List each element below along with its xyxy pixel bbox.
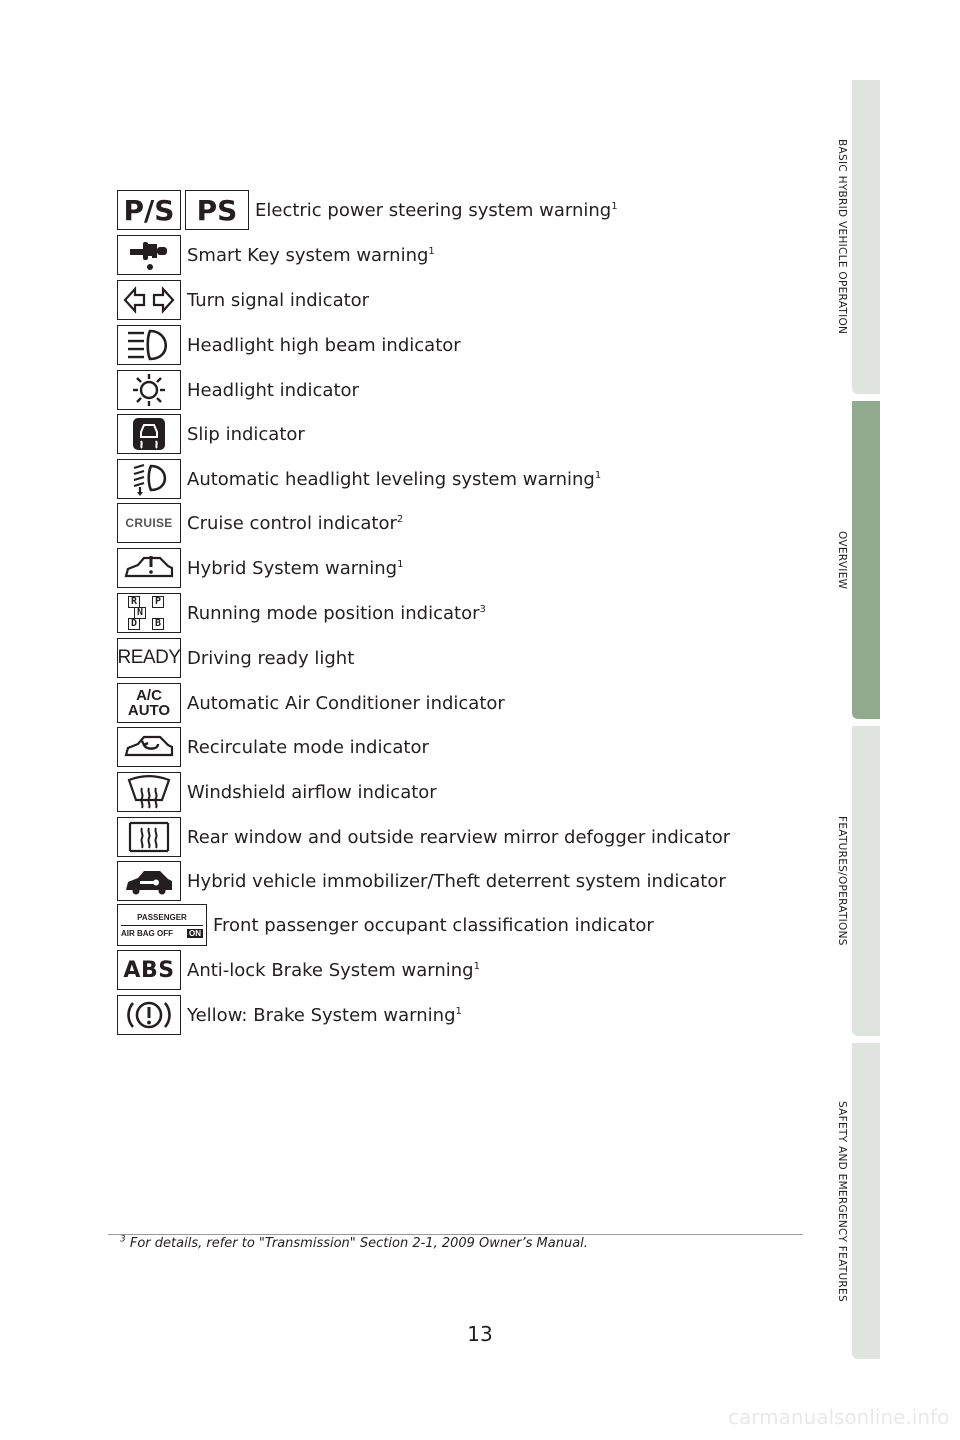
watermark: carmanualsonline.info [728,1405,950,1429]
indicator-label: Recirculate mode indicator [187,736,429,758]
footnote-divider [108,1234,803,1235]
indicator-label: Driving ready light [187,647,355,669]
power-steering-icon: P/S [117,190,181,230]
tab-label-overview: OVERVIEW [836,530,848,590]
indicator-row [117,817,730,857]
indicator-label: Headlight indicator [187,379,359,401]
indicator-row [117,280,369,320]
indicator-row [117,459,601,499]
indicator-row [117,414,305,454]
indicator-row [117,638,354,678]
indicator-row [117,904,654,946]
indicator-label: Smart Key system warning$^1$ [187,244,435,266]
indicator-label: Windshield airflow indicator [187,781,437,803]
ready-icon: READY [117,638,181,678]
indicator-row [117,503,403,543]
indicator-row [117,950,480,990]
indicator-label: Anti-lock Brake System warning$^1$ [187,959,480,981]
indicator-label: Automatic Air Conditioner indicator [187,692,505,714]
headlight-icon [117,370,181,410]
slip-icon [117,414,181,454]
indicator-label: Headlight high beam indicator [187,334,461,356]
turn-signal-icon [117,280,181,320]
rear-defogger-icon [117,817,181,857]
indicator-row [117,235,435,275]
headlight-leveling-icon [117,459,181,499]
tab-label-basic: BASIC HYBRID VEHICLE OPERATION [836,139,848,335]
tab-label-features: FEATURES/OPERATIONS [836,816,848,946]
indicator-row [117,727,429,767]
indicator-row [117,190,618,230]
indicator-row [117,683,505,723]
high-beam-icon [117,325,181,365]
indicator-label: Automatic headlight leveling system warning$^1$ [187,468,602,490]
indicator-label: Electric power steering system warning$^1$ [255,199,618,221]
indicator-label: Slip indicator [187,423,305,445]
windshield-airflow-icon [117,772,181,812]
power-steering-alt-icon: PS [185,190,249,230]
cruise-icon: CRUISE [117,503,181,543]
hybrid-system-icon [117,548,181,588]
indicator-row [117,593,486,633]
indicator-row [117,325,461,365]
ac-auto-icon: A/C AUTO [117,683,181,723]
indicator-row [117,548,403,588]
brake-warning-icon [117,995,181,1035]
indicator-row [117,772,437,812]
indicator-row [117,370,359,410]
footnote: $^3$ For details, refer to "Transmission" Section 2-1, 2009 Owner’s Manual. [120,1234,588,1251]
indicator-label: Hybrid vehicle immobilizer/Theft deterrent system indicator [187,870,726,892]
indicator-label: Yellow: Brake System warning$^1$ [187,1004,462,1026]
smart-key-icon [117,235,181,275]
passenger-airbag-icon: PASSENGER AIR BAG OFF ON [117,904,207,946]
indicator-label: Running mode position indicator$^3$ [187,602,486,624]
tab-label-safety: SAFETY AND EMERGENCY FEATURES [836,1100,848,1302]
indicator-label: Rear window and outside rearview mirror defogger indicator [187,826,731,848]
indicator-label: Cruise control indicator$^2$ [187,512,404,534]
shift-position-icon: R P N D B [117,593,181,633]
indicator-label: Turn signal indicator [187,289,370,311]
abs-icon: ABS [117,950,181,990]
indicator-label: Front passenger occupant classification indicator [213,914,654,936]
indicator-label: Hybrid System warning$^1$ [187,557,404,579]
recirculate-icon [117,727,181,767]
indicator-row [117,861,726,901]
page-number: 13 [467,1322,493,1346]
immobilizer-icon [117,861,181,901]
indicator-row [117,995,462,1035]
